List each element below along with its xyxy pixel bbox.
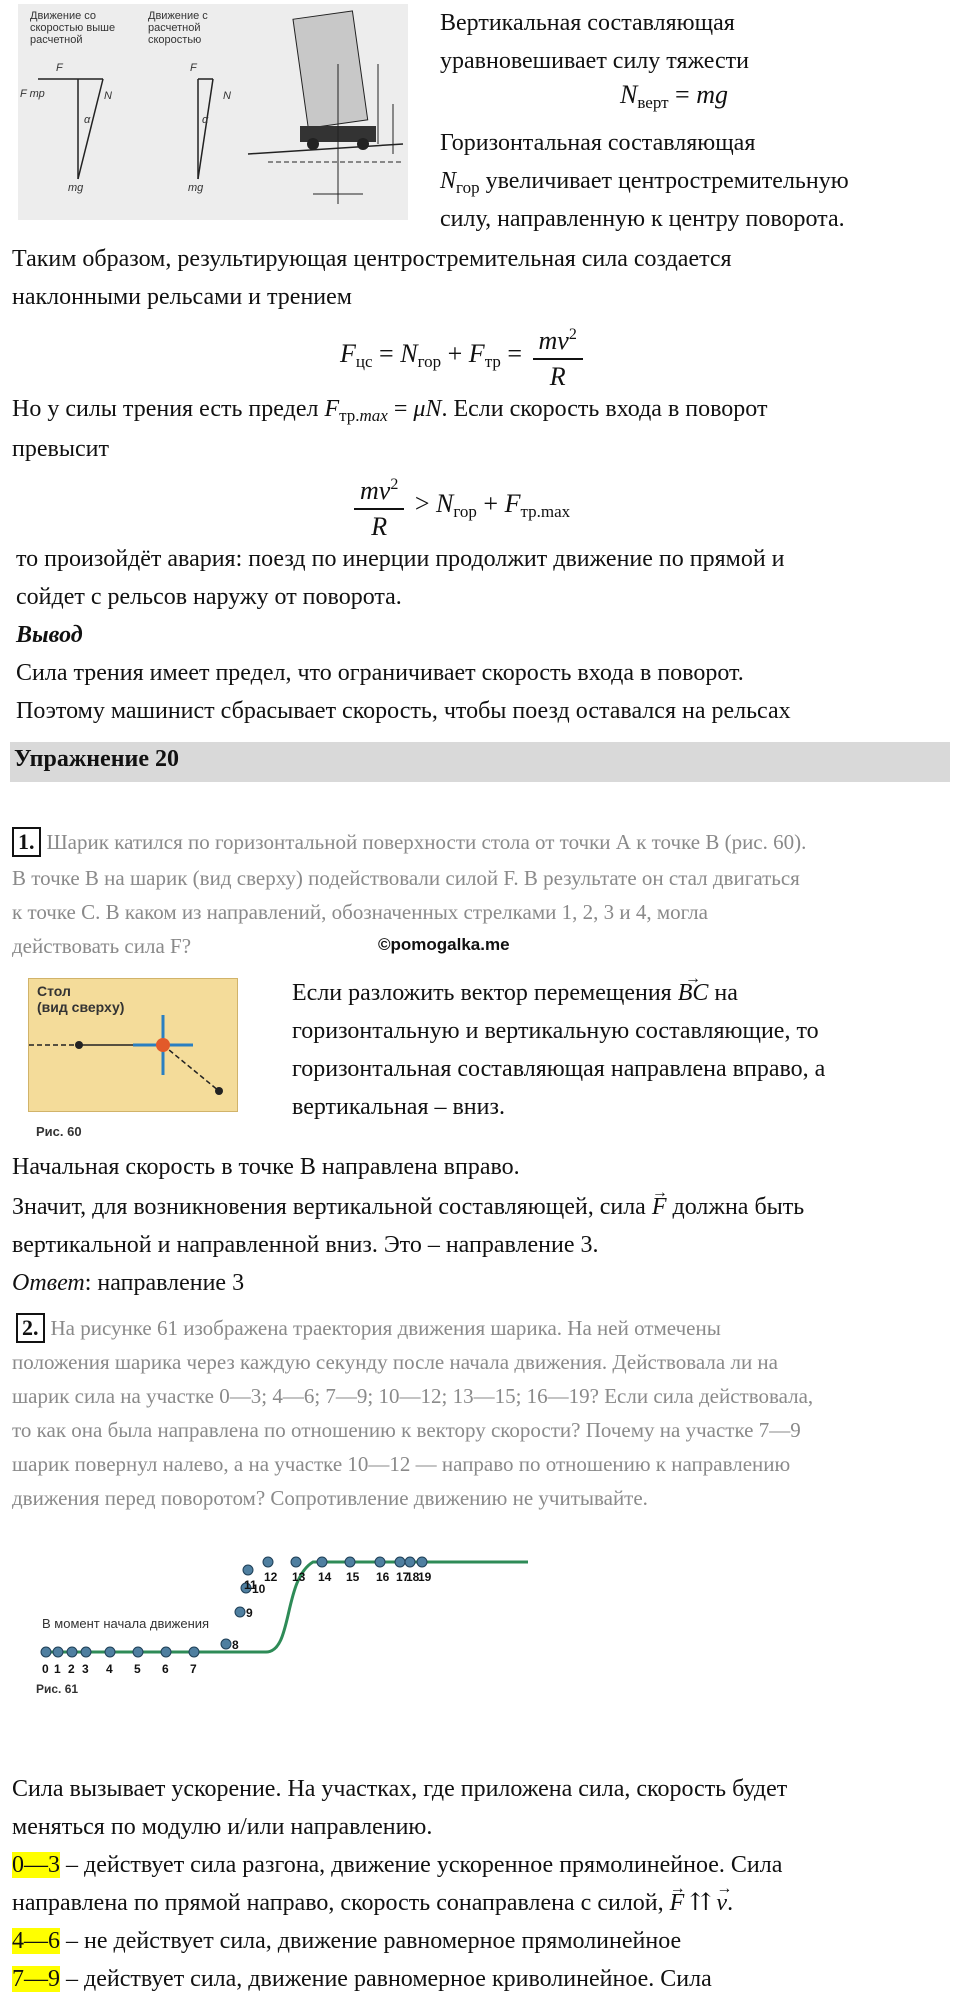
task1-answer: Ответ: направление 3 [12,1270,245,1296]
fig60 [28,978,238,1112]
trajectory-label-2: 2 [68,1662,75,1676]
task2-number: 2. [16,1313,45,1343]
trajectory-label-3: 3 [82,1662,89,1676]
task1-q3: к точке С. В каком из направлений, обозначенных стрелками 1, 2, 3 и 4, могла [12,900,708,924]
trajectory-label-14: 14 [318,1570,332,1584]
highlight-0-3: 0—3 [12,1852,60,1878]
task2-q6: движения перед поворотом? Сопротивление движению не учитывайте. [12,1486,648,1510]
angle-alpha-left: α [84,114,91,126]
trajectory-label-11: 11 [244,1578,257,1592]
trajectory-label-8: 8 [232,1638,239,1652]
formula-n-vert: $N_{верт}$ = mg [620,80,728,112]
formula-centripetal: $F_{цс} = N_{гор} + F_{тр}$ = $\frac{mv^2}{R}$ [340,318,587,394]
highlight-7-9: 7—9 [12,1966,60,1992]
trajectory-point-3 [81,1647,91,1657]
trajectory-label-7: 7 [190,1662,197,1676]
trajectory-point-12 [263,1557,273,1567]
para1-line3: Горизонтальная составляющая [440,130,756,156]
trajectory-label-18: 18 [406,1570,420,1584]
formula-limit: $\frac{mv^2}{R}$ > $N_{гор} + F_{тр.max}$ [350,468,570,544]
force-diagram-figure [18,4,408,220]
task1-b2: Значит, для возникновения вертикальной составляющей, сила F → должна быть [12,1188,804,1226]
trajectory-label-0: 0 [42,1662,49,1676]
task2-a1: Сила вызывает ускорение. На участках, где приложена сила, скорость будет [12,1776,788,1802]
conclusion-title: Вывод [16,622,83,648]
task1-q1: 1. Шарик катился по горизонтальной поверхности стола от точки А к точке В (рис. 60). [12,826,806,859]
label-speed-above: Движение со скоростью выше расчетной [30,10,116,46]
task2-q5: шарик повернул налево, а на участке 10—12 — направо по отношению к направлению [12,1452,791,1476]
trajectory-point-15 [345,1557,355,1567]
label-speed-design: Движение с расчетной скоростью [148,10,208,46]
trajectory-label-19: 19 [418,1570,432,1584]
fig61-note: В момент начала движения [42,1616,210,1631]
task2-q4: то как она была направлена по отношению к вектору скорости? Почему на участке 7—9 [12,1418,801,1442]
task1-b1: Начальная скорость в точке В направлена вправо. [12,1154,520,1180]
section-title: Упражнение 20 [14,746,180,772]
section-header [10,742,950,782]
conclusion-line2: Поэтому машинист сбрасывает скорость, чтобы поезд оставался на рельсах [16,698,791,724]
trajectory-label-4: 4 [106,1662,113,1676]
fig60-label2: (вид сверху) [37,999,125,1015]
task1-a1: Если разложить вектор перемещения BC → на [292,974,738,1012]
trajectory-point-19 [417,1557,427,1567]
vec-mg-mid: mg [188,182,204,194]
para3-line3: то произойдёт авария: поезд по инерции продолжит движение по прямой и [16,546,785,572]
task2-q2: положения шарика через каждую секунду после начала движения. Действовала ли на [12,1350,778,1374]
task2-q3: шарик сила на участке 0—3; 4—6; 7—9; 10—12; 13—15; 16—19? Если сила действовала, [12,1384,814,1408]
trajectory-point-4 [105,1647,115,1657]
trajectory-label-6: 6 [162,1662,169,1676]
trajectory-point-8 [221,1639,231,1649]
trajectory-point-1 [53,1647,63,1657]
task1-q4: действовать сила F? [12,934,192,958]
fig61-caption: Рис. 61 [36,1682,79,1696]
para1-line2: уравновешивает силу тяжести [440,48,749,74]
vec-N-mid: N [223,90,231,102]
task1-number: 1. [12,827,41,857]
fig60-label1: Стол [37,983,71,999]
task1-b3: вертикальной и направленной вниз. Это – направление 3. [12,1232,599,1258]
conclusion-line1: Сила трения имеет предел, что ограничивает скорость входа в поворот. [16,660,744,686]
vec-N-left: N [104,90,112,102]
task2-a2: меняться по модулю и/или направлению. [12,1814,433,1840]
task1-a3: горизонтальная составляющая направлена вправо, а [292,1056,826,1082]
angle-alpha-mid: α [202,114,209,126]
task2-q1: 2. На рисунке 61 изображена траектория движения шарика. На ней отмечены [16,1312,721,1345]
trajectory-label-12: 12 [264,1570,278,1584]
trajectory-label-1: 1 [54,1662,61,1676]
para1-line5: силу, направленную к центру поворота. [440,206,845,232]
para1-line4: $N_{гор}$ увеличивает центростремительную [440,168,849,197]
trajectory-point-16 [375,1557,385,1567]
trajectory-label-10: 10 [252,1582,266,1596]
trajectory-label-13: 13 [292,1570,306,1584]
trajectory-point-5 [133,1647,143,1657]
trajectory-point-11 [243,1565,253,1575]
task2-r2: 4—6 – не действует сила, движение равномерное прямолинейное [12,1928,682,1954]
task1-a2: горизонтальную и вертикальную составляющие, то [292,1018,819,1044]
fig61 [28,1540,548,1700]
vec-mg-left: mg [68,182,84,194]
para2-line2: наклонными рельсами и трением [12,284,352,310]
trajectory-label-17: 17 [396,1570,410,1584]
trajectory-label-15: 15 [346,1570,360,1584]
fig60-caption: Рис. 60 [36,1124,82,1139]
trajectory-point-17 [395,1557,405,1567]
task2-r1: 0—3 – действует сила разгона, движение ускоренное прямолинейное. Сила [12,1852,783,1878]
vec-F-mid: F [190,62,197,74]
trajectory-point-0 [41,1647,51,1657]
trajectory-point-9 [235,1607,245,1617]
para3-line4: сойдет с рельсов наружу от поворота. [16,584,402,610]
trajectory-point-18 [405,1557,415,1567]
vec-Ftr-left: F тр [20,88,45,100]
trajectory-point-14 [317,1557,327,1567]
task1-q2: В точке В на шарик (вид сверху) подействовали силой F. В результате он стал двигаться [12,866,800,890]
trajectory-point-13 [291,1557,301,1567]
task1-a4: вертикальная – вниз. [292,1094,505,1120]
fig60-svg [29,979,237,1111]
para3-line1: Но у силы трения есть предел $F_{тр.max} = \mu N$. Если скорость входа в поворот [12,396,768,425]
vec-F-left: F [56,62,63,74]
para2-line1: Таким образом, результирующая центростремительная сила создается [12,246,732,272]
para3-line2: превысит [12,436,109,462]
trajectory-label-9: 9 [246,1606,253,1620]
para1-line1: Вертикальная составляющая [440,10,735,36]
watermark: ©pomogalka.me [378,935,510,954]
trajectory-point-2 [67,1647,77,1657]
trajectory-point-6 [161,1647,171,1657]
highlight-4-6: 4—6 [12,1928,60,1954]
trajectory-point-7 [189,1647,199,1657]
task2-r1-line2: направлена по прямой направо, скорость сонаправлена с силой, F → ⇈ v →. [12,1884,733,1922]
trajectory-label-16: 16 [376,1570,390,1584]
trajectory-label-5: 5 [134,1662,141,1676]
task2-r3: 7—9 – действует сила, движение равномерное криволинейное. Сила [12,1966,712,1992]
